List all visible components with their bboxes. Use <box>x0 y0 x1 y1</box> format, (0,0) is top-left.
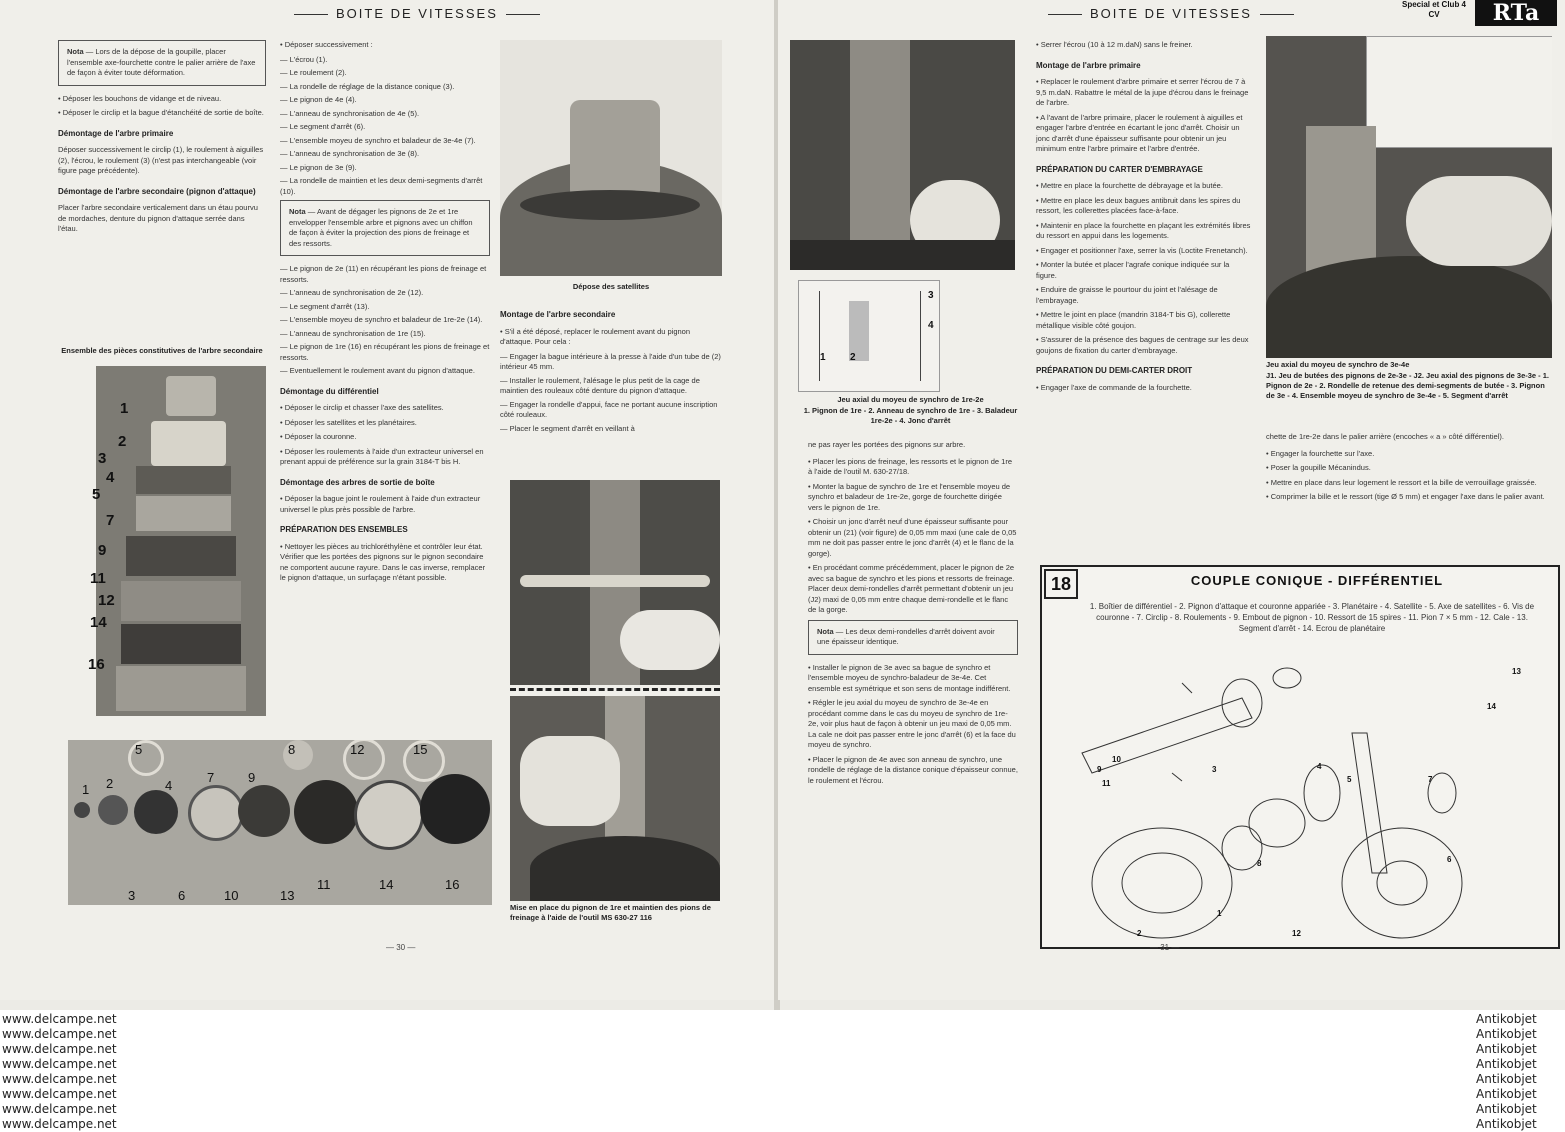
ring-label: 16 <box>445 877 460 892</box>
ring-label: 1 <box>82 782 90 797</box>
right-col-2: • Serrer l'écrou (10 à 12 m.daN) sans le freiner. Montage de l'arbre primaire • Replacer le roulement d'arbre primaire et serrer l'écrou de 7 à 9,5 m.daN. Rabattre le métal de la jupe d'écrou dans le freinage de l'arbre. • A l'avant de l'arbre primaire, placer le roulement à aiguilles et engager l'arbre d'entrée en écartant le jonc d'arrêt. Choisir un jonc d'arrêt d'une épaisseur suffisante pour obtenir un jeu minimum entre l'arbre primaire et l'arbre d'entrée. PRÉPARATION DU CARTER D'EMBRAYAGE • Mettre en place la fourchette de débrayage et la butée. • Mettre en place les deux bagues antibruit dans les spires du ressort, les collerettes placées face-à-face. • Maintenir en place la fourchette en plaçant les extrémités libres du ressort en appui dans les logements. • Engager et positionner l'axe, serrer la vis (Loctite Frenetanch). • Monter la butée et placer l'agrafe conique indiquée sur la figure. • Enduire de graisse le pourtour du joint et l'alésage de l'embrayage. • Mettre le joint en place (mandrin 3184-T bis G), collerette métallique visible côté goujon. • S'assurer de la présence des bagues de centrage sur les deux goujons de fixation du carter d'embrayage. PRÉPARATION DU DEMI-CARTER DROIT • Engager l'axe de commande de la fourchette. <box>1036 40 1251 392</box>
pinion-photo <box>510 696 720 901</box>
synchro-figure <box>798 280 940 392</box>
section-heading: Montage de l'arbre secondaire <box>500 310 616 319</box>
page-number: — 31 — <box>1150 943 1180 952</box>
photo-caption: Jeu axial du moyeu de synchro de 3e-4e <box>1266 360 1410 369</box>
section-heading: Démontage de l'arbre secondaire (pignon d'attaque) <box>58 186 256 196</box>
running-title-left: BOITE DE VITESSES <box>286 6 548 21</box>
brand-logo: RTa <box>1475 0 1557 26</box>
diagram-label: 14 <box>1487 702 1496 711</box>
rings-photo <box>68 740 492 905</box>
ring-label: 6 <box>178 888 186 903</box>
callout-14: 14 <box>90 614 107 631</box>
section-heading: Démontage de l'arbre primaire <box>58 128 174 138</box>
diagram-couple-conique <box>1040 565 1560 949</box>
diagram-label: 11 <box>1102 779 1111 788</box>
diagram-label: 9 <box>1097 765 1102 774</box>
left-col-1: Nota — Lors de la dépose de la goupille, placer l'ensemble axe-fourchette contre le palier arrière de l'axe de façon à éviter toute déformation. • Déposer les bouchons de vidange et de niveau. • Déposer le circlip et la bague d'étanchéité de sortie de boîte. Démontage de l'arbre primaire Déposer successivement le circlip (1), le roulement à aiguilles (2), l'écrou, le roulement (3) (n'est pas interchangeable (voir figure page précédente). Démontage de l'arbre secondaire (pignon d'attaque) Placer l'arbre secondaire verticalement dans un étau pourvu de mordaches, denture du pignon d'attaque serrée dans l'étau. <box>58 40 266 241</box>
diagram-label: 3 <box>1212 765 1217 774</box>
ring-label: 12 <box>350 742 365 757</box>
photo-legend: J1. Jeu de butées des pignons de 2e-3e - J2. Jeu axial des pignons de 3e-3e - 1. Pignon de 2e - 2. Rondelle de retenue des demi-segments de butée - 3. Pignon de 3e - 4. Ensemble moyeu de synchro de 3e-4e - 5. Segment d'arrêt <box>1266 371 1550 400</box>
gear-cluster-photo <box>1266 36 1552 358</box>
callout-12: 12 <box>98 592 115 609</box>
section-heading: PRÉPARATION DU CARTER D'EMBRAYAGE <box>1036 164 1203 174</box>
left-col-2: • Déposer successivement : — L'écrou (1). — Le roulement (2). — La rondelle de réglage de la distance conique (3). — Le pignon de 4e (4). — L'anneau de synchronisation de 4e (5). — Le segment d'arrêt (6). — L'ensemble moyeu de synchro et baladeur de 3e-4e (7). — L'anneau de synchronisation de 3e (8). — Le pignon de 3e (9). — La rondelle de maintien et les deux demi-segments d'arrêt (10). Nota — Avant de dégager les pignons de 2e et 1re envelopper l'ensemble arbre et pignons avec un chiffon de façon à éviter la projection des pions de freinage et des ressorts. — Le pignon de 2e (11) en récupérant les pions de freinage et ressorts. — L'anneau de synchronisation de 2e (12). — Le segment d'arrêt (13). — L'ensemble moyeu de synchro et baladeur de 1re-2e (14). — L'anneau de synchronisation de 1re (15). — Le pignon de 1re (16) en récupérant les pions de freinage et ressorts. — Eventuellement le roulement avant du pignon d'attaque. Démontage du différentiel • Déposer le circlip et chasser l'axe des satellites. • Déposer les satellites et les planétaires. • Déposer la couronne. • Déposer les roulements à l'aide d'un extracteur universel en prenant appui de préférence sur la grain 3184-T bis H. Démontage des arbres de sortie de boîte • Déposer la bague joint le roulement à l'aide d'un extracteur universel le plus près possible de l'arbre. PRÉPARATION DES ENSEMBLES • Nettoyer les pièces au trichloréthylène et contrôler leur état. Vérifier que les portées des pignons sur le pignon secondaire ne comportent aucune rayure. Dans le cas inverse, remplacer le pignon d'attaque, un surfaçage n'étant possible. <box>280 40 490 582</box>
callout-11: 11 <box>90 570 106 587</box>
watermark-left: www.delcampe.net www.delcampe.net www.delcampe.net www.delcampe.net www.delcampe.net www.delcampe.net www.delcampe.net www.delcampe.net <box>2 1012 117 1131</box>
differential-photo <box>500 40 722 276</box>
diagram-title: COUPLE CONIQUE - DIFFÉRENTIEL <box>1190 573 1444 588</box>
ring-label: 4 <box>165 778 173 793</box>
section-heading: Montage de l'arbre primaire <box>1036 60 1141 70</box>
diagram-label: 5 <box>1347 775 1352 784</box>
ring-label: 11 <box>317 877 331 892</box>
left-page <box>0 0 775 1000</box>
diagram-legend: 1. Boîtier de différentiel - 2. Pignon d'attaque et couronne appariée - 3. Planétaire - 4. Satellite - 5. Axe de satellites - 6. Vis de couronne - 7. Circlip - 8. Roulements - 9. Embout de pignon - 10. Ressort de 15 spires - 11. Pion 7 × 5 mm - 12. Cale - 13. Segment d'arrêt - 14. Ecrou de planétaire <box>1089 602 1535 633</box>
nota-box: Nota — Lors de la dépose de la goupille, placer l'ensemble axe-fourchette contre le palier arrière de l'axe de façon à éviter toute déformation. <box>58 40 266 86</box>
ring-label: 2 <box>106 776 114 791</box>
ring-label: 3 <box>128 888 136 903</box>
callout-1: 1 <box>120 400 129 417</box>
photo-caption: Jeu axial du moyeu de synchro de 1re-2e <box>837 395 984 404</box>
page-number: — 30 — <box>386 943 416 952</box>
fig-label: 1 <box>820 352 826 363</box>
ring-label: 5 <box>135 742 143 757</box>
nota-box: Nota — Avant de dégager les pignons de 2e et 1re envelopper l'ensemble arbre et pignons avec un chiffon de façon à éviter la projection des pions de freinage et des ressorts. <box>280 200 490 256</box>
brand-subtitle: Special et Club 4 CV <box>1401 0 1467 19</box>
ring-label: 10 <box>224 888 239 903</box>
right-col-1: ne pas rayer les portées des pignons sur arbre. • Placer les pions de freinage, les ressorts et le pignon de 1re à l'aide de l'outil M. 630-27/18. • Monter la bague de synchro de 1re et l'ensemble moyeu de synchro et baladeur de 1re-2e, gorge de fourchette dirigée vers le pignon de 1re. • Choisir un jonc d'arrêt neuf d'une épaisseur suffisante pour obtenir un (21) (voir figure) de 0,05 mm maxi (une cale de 0,05 mm ne doit pas passer entre le jonc d'arrêt (4) et le flanc de la gorge). • En procédant comme précédemment, placer le pignon de 2e avec sa bague de synchro et les pions et ressorts de freinage. Placer deux demi-rondelles d'arrêt permettant d'obtenir un jeu (J2) maxi de 0,05 mm entre chaque demi-rondelle et le flanc de la gorge. Nota — Les deux demi-rondelles d'arrêt doivent avoir une épaisseur identique. • Installer le pignon de 3e avec sa bague de synchro et l'ensemble moyeu de synchro-baladeur de 3e-4e. Cet ensemble est symétrique et son sens de montage indifférent. • Régler le jeu axial du moyeu de synchro de 3e-4e en procédant comme dans le cas du moyeu de synchro de 1re-2e, voir plus haut de façon à obtenir un jeu maxi de 0,05 mm. La cale ne doit pas passer entre le jonc d'arrêt (6) et la face du moyeu de synchro. • Placer le pignon de 4e avec son anneau de synchro, une rondelle de réglage de la distance conique d'épaisseur connue, le roulement et l'écrou. <box>808 440 1018 785</box>
callout-7: 7 <box>106 512 115 529</box>
callout-3: 3 <box>98 450 107 467</box>
photo-caption: Dépose des satellites <box>572 282 650 291</box>
ring-label: 14 <box>379 877 394 892</box>
diagram-label: 10 <box>1112 755 1121 764</box>
section-heading: Démontage du différentiel <box>280 386 379 396</box>
photo-legend: 1. Pignon de 1re - 2. Anneau de synchro de 1re - 3. Baladeur 1re-2e - 4. Jonc d'arrêt <box>803 406 1018 425</box>
photo-caption: Ensemble des pièces constitutives de l'arbre secondaire <box>61 346 263 355</box>
diagram-label: 6 <box>1447 855 1452 864</box>
tool-photo <box>510 480 720 685</box>
callout-16: 16 <box>88 656 105 673</box>
diagram-label: 13 <box>1512 667 1521 676</box>
callout-4: 4 <box>106 469 115 486</box>
callout-2: 2 <box>118 433 127 450</box>
callout-5: 5 <box>92 486 101 503</box>
diagram-label: 1 <box>1217 909 1222 918</box>
callout-9: 9 <box>98 542 107 559</box>
diagram-label: 7 <box>1428 775 1433 784</box>
section-heading: PRÉPARATION DES ENSEMBLES <box>280 525 408 534</box>
ring-label: 13 <box>280 888 295 903</box>
secondary-shaft-photo <box>96 366 266 716</box>
nota-box: Nota — Les deux demi-rondelles d'arrêt doivent avoir une épaisseur identique. <box>808 620 1018 655</box>
diagram-label: 8 <box>1257 859 1262 868</box>
fig-label: 4 <box>928 320 934 331</box>
ring-label: 9 <box>248 770 256 785</box>
left-col-3: Montage de l'arbre secondaire • S'il a été déposé, replacer le roulement avant du pignon d'attaque. Pour cela : — Engager la bague intérieure à la presse à l'aide d'un tube de (2) intérieur 45 mm. — Installer le roulement, l'alésage le plus petit de la cage de maintien des rouleaux côté denture du pignon d'attaque. — Engager la rondelle d'appui, face ne portant aucune inscription côté rouleaux. — Placer le segment d'arrêt en veillant à <box>500 310 721 433</box>
differential-drawing <box>1042 643 1554 943</box>
section-heading: Démontage des arbres de sortie de boîte <box>280 477 435 487</box>
fig-label: 2 <box>850 352 856 363</box>
fig-label: 3 <box>928 290 934 301</box>
synchro-photo <box>790 40 1015 270</box>
right-col-3: chette de 1re-2e dans le palier arrière (encoches « a » côté différentiel). • Engager la fourchette sur l'axe. • Poser la goupille Mécanindus. • Mettre en place dans leur logement le ressort et la bille de verrouillage graissée. • Comprimer la bille et le ressort (tige Ø 5 mm) et engager l'axe dans le palier avant. <box>1266 432 1545 501</box>
ring-label: 15 <box>413 742 428 757</box>
photo-caption: Mise en place du pignon de 1re et maintien des pions de freinage à l'aide de l'outil MS 630-27 116 <box>510 903 711 922</box>
diagram-label: 12 <box>1292 929 1301 938</box>
watermark-right: Antikobjet Antikobjet Antikobjet Antikobjet Antikobjet Antikobjet Antikobjet Antikobjet <box>1476 1012 1537 1131</box>
diagram-label: 4 <box>1317 762 1322 771</box>
diagram-label: 2 <box>1137 929 1142 938</box>
section-heading: PRÉPARATION DU DEMI-CARTER DROIT <box>1036 366 1193 375</box>
ring-label: 8 <box>288 742 296 757</box>
ring-label: 7 <box>207 770 215 785</box>
photo-divider <box>510 688 720 691</box>
diagram-number: 18 <box>1044 569 1078 599</box>
running-title-right: BOITE DE VITESSES <box>1040 6 1302 21</box>
